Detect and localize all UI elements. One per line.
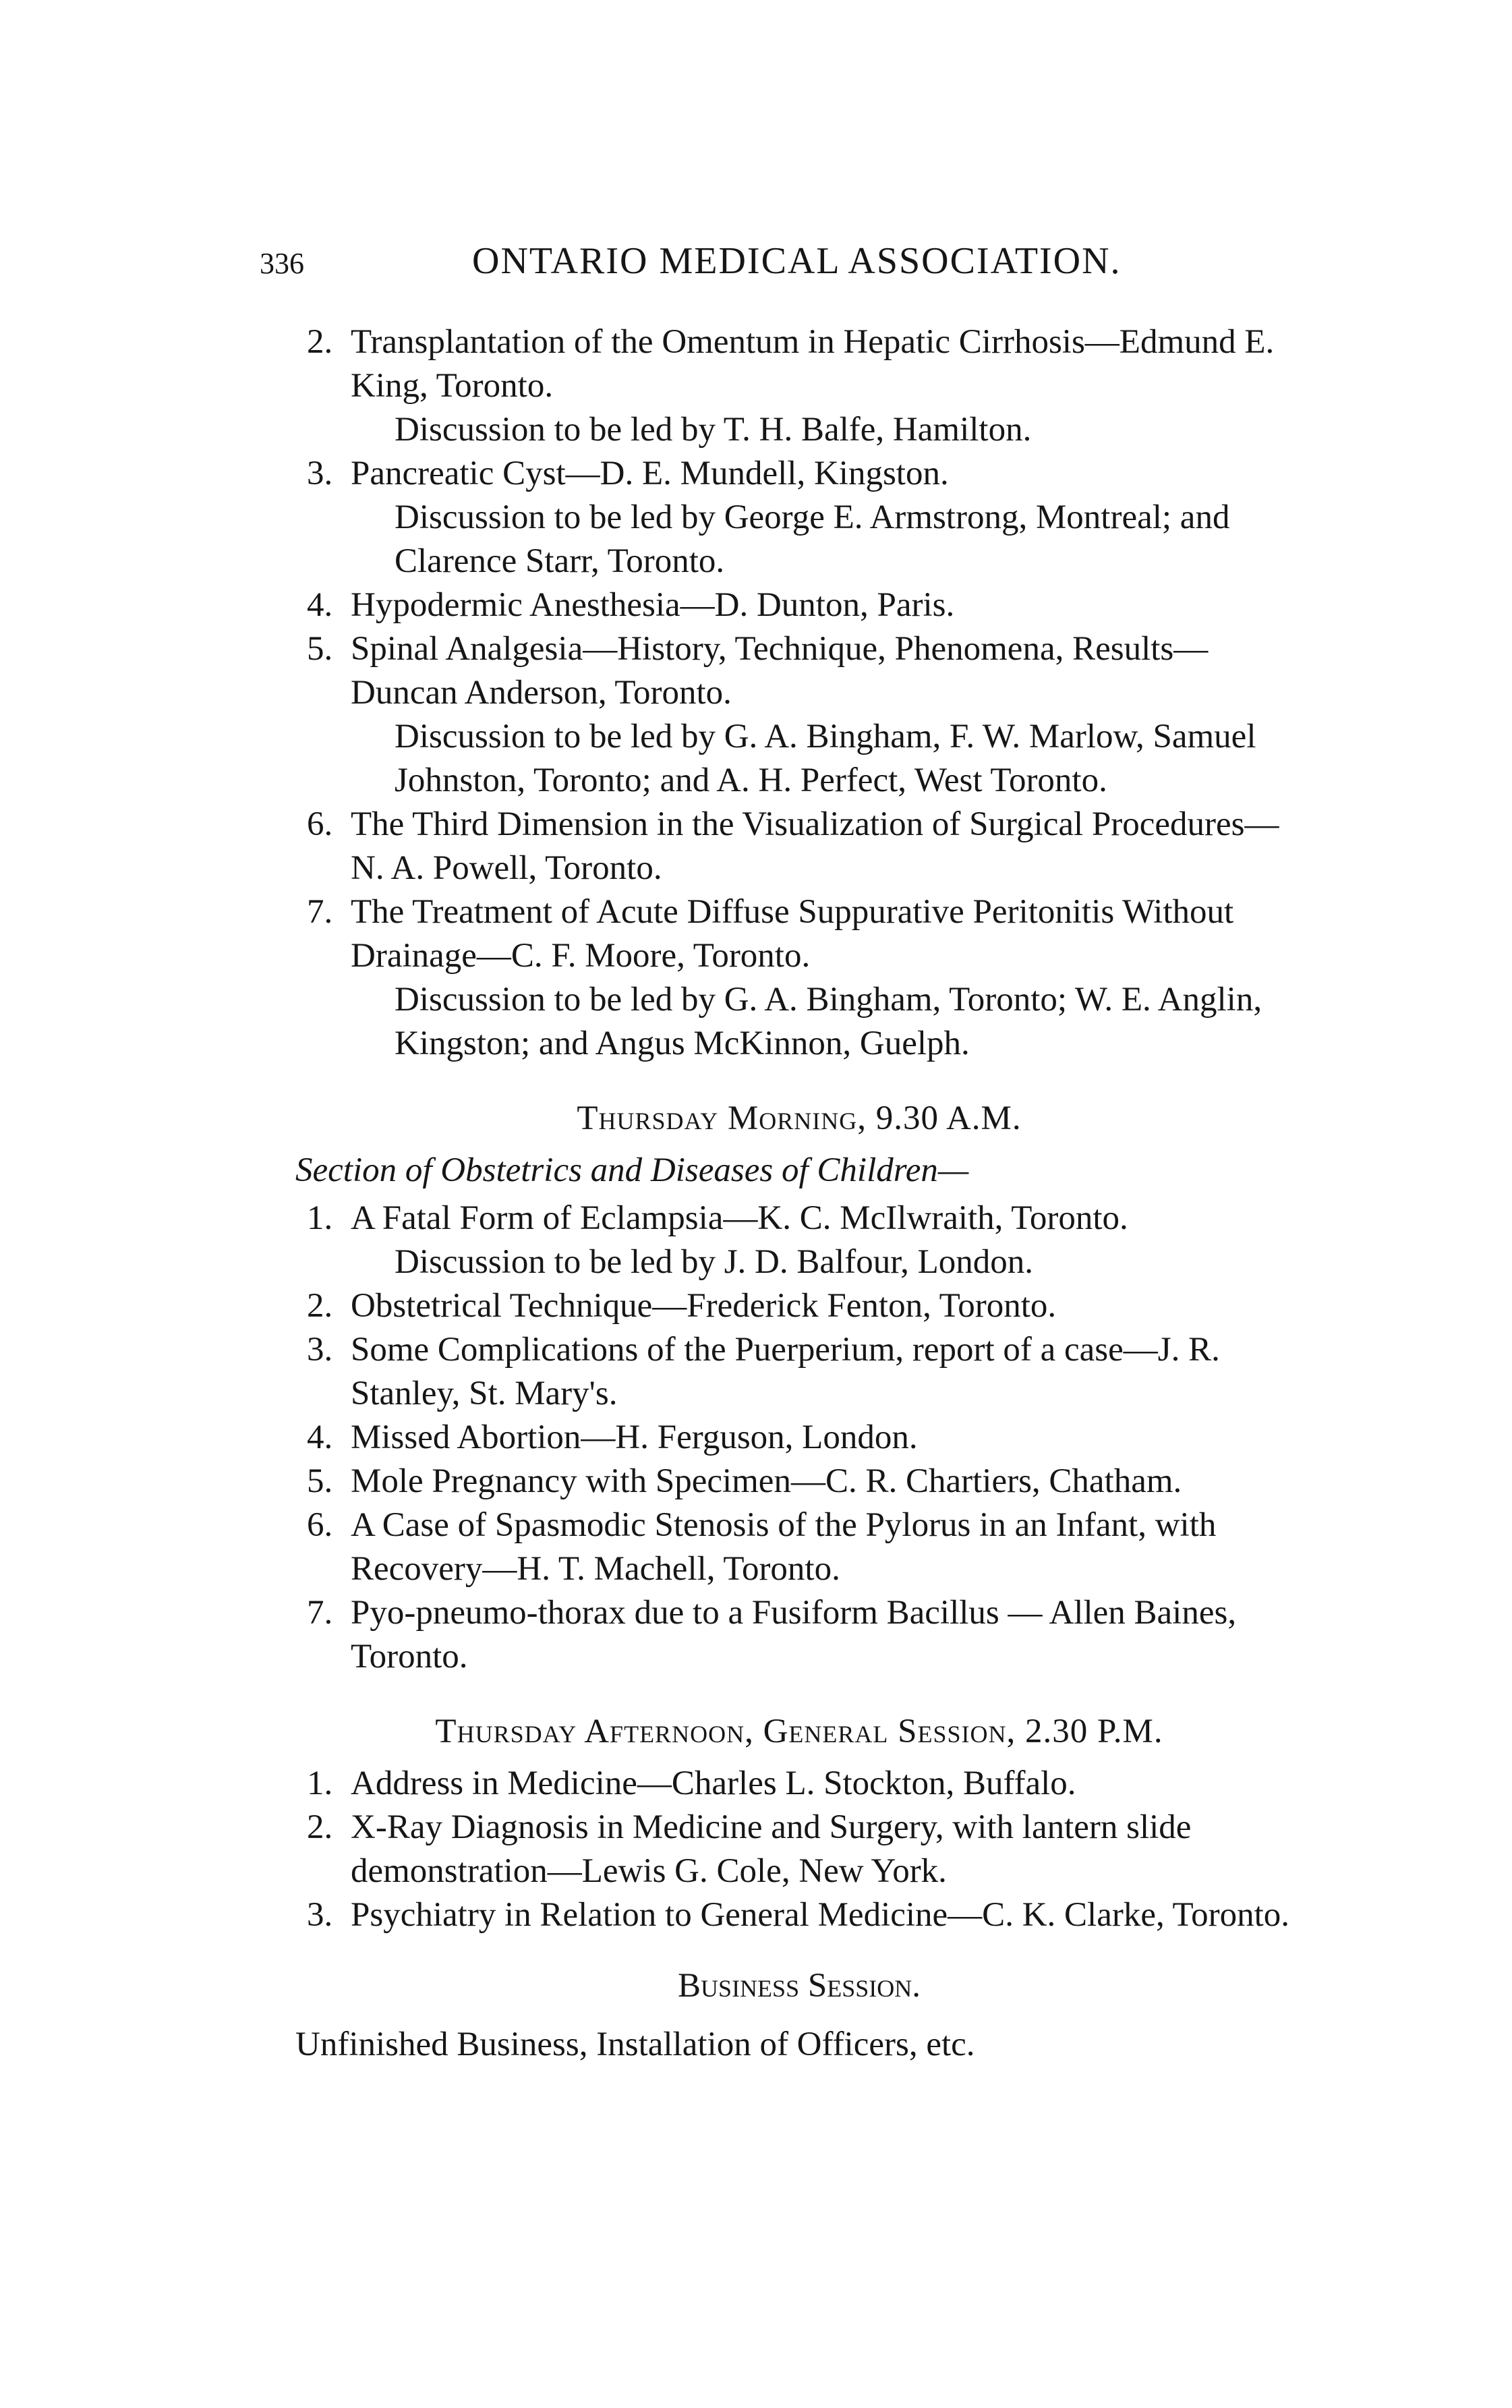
item-number: 7. bbox=[307, 893, 333, 931]
list-item bbox=[297, 803, 1302, 890]
item-text: Some Complications of the Puerperium, report of a case—J. R. Stanley, St. Mary's. bbox=[351, 1331, 1220, 1412]
item-number: 4. bbox=[307, 1418, 333, 1456]
item-text: Transplantation of the Omentum in Hepatic Cirrhosis—Edmund E. King, Toronto. bbox=[351, 323, 1275, 405]
item-number: 7. bbox=[307, 1594, 333, 1632]
item-number: 3. bbox=[307, 455, 333, 492]
list-item bbox=[297, 1893, 1302, 1937]
item-text: The Third Dimension in the Visualization of Surgical Procedures—N. A. Powell, Toronto. bbox=[351, 805, 1279, 887]
list-item bbox=[297, 890, 1302, 1066]
item-text: Spinal Analgesia—History, Technique, Phenomena, Results—Duncan Anderson, Toronto. bbox=[351, 630, 1209, 712]
page-number: 336 bbox=[260, 247, 304, 280]
item-text: Obstetrical Technique—Frederick Fenton, Toronto. bbox=[351, 1287, 1057, 1325]
item-number: 5. bbox=[307, 630, 333, 668]
item-number: 1. bbox=[307, 1765, 333, 1802]
page-content bbox=[297, 320, 1302, 2067]
list-item bbox=[297, 1503, 1302, 1591]
obstetrics-section-title: Section of Obstetrics and Diseases of Children— bbox=[295, 1151, 969, 1189]
item-discussion: Discussion to be led by G. A. Bingham, Toronto; W. E. Anglin, Kingston; and Angus McKinnon, Guelph. bbox=[395, 981, 1262, 1062]
list-item bbox=[297, 1591, 1302, 1679]
item-number: 4. bbox=[307, 586, 333, 624]
item-text: A Fatal Form of Eclampsia—K. C. McIlwraith, Toronto. bbox=[351, 1199, 1128, 1237]
business-session-text: Unfinished Business, Installation of Officers, etc. bbox=[295, 2026, 975, 2063]
item-text: The Treatment of Acute Diffuse Suppurative Peritonitis Without Drainage—C. F. Moore, Toronto. bbox=[351, 893, 1234, 975]
general-session-list bbox=[297, 1762, 1302, 1937]
list-item bbox=[297, 320, 1302, 452]
list-item bbox=[297, 1460, 1302, 1503]
item-number: 5. bbox=[307, 1462, 333, 1500]
list-item bbox=[297, 1762, 1302, 1806]
surgery-list bbox=[297, 320, 1302, 1066]
list-item bbox=[297, 1197, 1302, 1284]
item-text: Psychiatry in Relation to General Medicine—C. K. Clarke, Toronto. bbox=[351, 1896, 1290, 1934]
list-item bbox=[297, 1806, 1302, 1893]
item-text: Mole Pregnancy with Specimen—C. R. Chartiers, Chatham. bbox=[351, 1462, 1182, 1500]
list-item bbox=[297, 452, 1302, 583]
item-text: Pyo-pneumo-thorax due to a Fusiform Bacillus — Allen Baines, Toronto. bbox=[351, 1594, 1237, 1675]
item-discussion: Discussion to be led by G. A. Bingham, F. W. Marlow, Samuel Johnston, Toronto; and A. H. Perfect, West Toronto. bbox=[395, 718, 1256, 799]
item-text: Pancreatic Cyst—D. E. Mundell, Kingston. bbox=[351, 455, 949, 492]
thursday-morning-heading: Thursday Morning, 9.30 A.M. bbox=[577, 1099, 1022, 1137]
item-number: 3. bbox=[307, 1331, 333, 1369]
item-text: Hypodermic Anesthesia—D. Dunton, Paris. bbox=[351, 586, 955, 624]
item-number: 2. bbox=[307, 1287, 333, 1325]
item-number: 2. bbox=[307, 1808, 333, 1846]
item-number: 3. bbox=[307, 1896, 333, 1934]
item-text: X-Ray Diagnosis in Medicine and Surgery, with lantern slide demonstration—Lewis G. Cole, New York. bbox=[351, 1808, 1192, 1890]
thursday-afternoon-heading: Thursday Afternoon, General Session, 2.30 P.M. bbox=[435, 1713, 1163, 1750]
item-text: A Case of Spasmodic Stenosis of the Pylorus in an Infant, with Recovery—H. T. Machell, Toronto. bbox=[351, 1506, 1217, 1588]
list-item bbox=[297, 583, 1302, 627]
business-session-heading: Business Session. bbox=[678, 1967, 921, 2005]
item-number: 1. bbox=[307, 1199, 333, 1237]
item-text: Missed Abortion—H. Ferguson, London. bbox=[351, 1418, 918, 1456]
running-title: ONTARIO MEDICAL ASSOCIATION. bbox=[472, 240, 1122, 282]
list-item bbox=[297, 1328, 1302, 1416]
item-number: 6. bbox=[307, 805, 333, 843]
list-item bbox=[297, 627, 1302, 803]
list-item bbox=[297, 1416, 1302, 1460]
item-discussion: Discussion to be led by George E. Armstrong, Montreal; and Clarence Starr, Toronto. bbox=[395, 498, 1230, 580]
item-number: 2. bbox=[307, 323, 333, 361]
item-text: Address in Medicine—Charles L. Stockton, Buffalo. bbox=[351, 1765, 1076, 1802]
page-header bbox=[0, 239, 1512, 287]
item-discussion: Discussion to be led by J. D. Balfour, London. bbox=[395, 1243, 1034, 1281]
list-item bbox=[297, 1284, 1302, 1328]
obstetrics-list bbox=[297, 1197, 1302, 1679]
item-discussion: Discussion to be led by T. H. Balfe, Hamilton. bbox=[395, 411, 1032, 449]
item-number: 6. bbox=[307, 1506, 333, 1544]
